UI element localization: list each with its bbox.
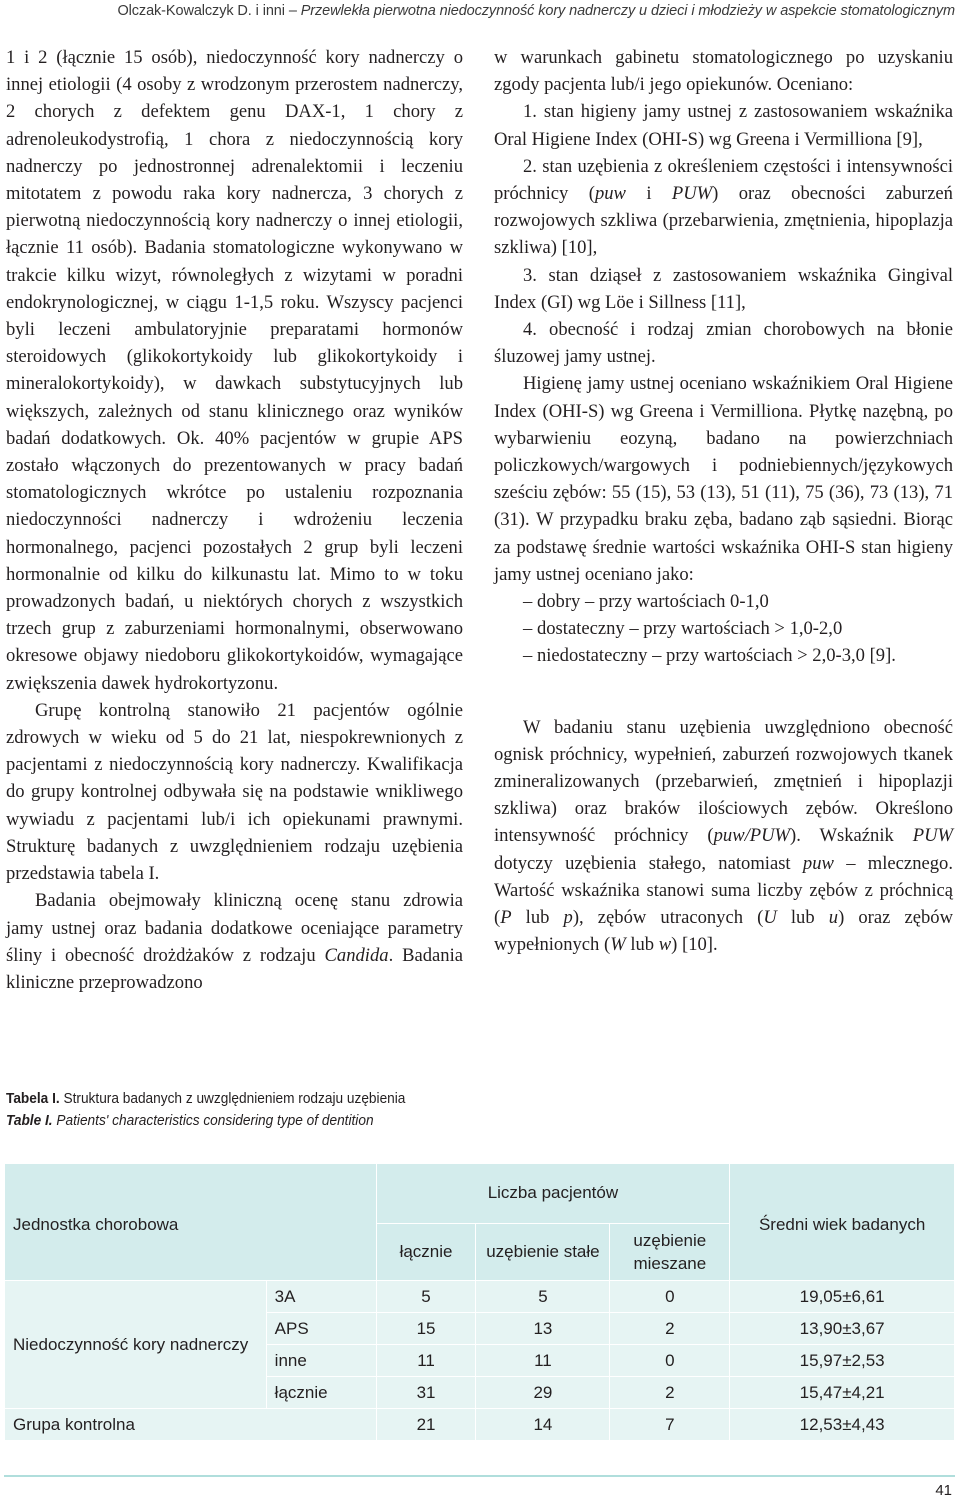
row-sub: 3A — [266, 1281, 376, 1313]
dent-t5: ), zębów utraconych ( — [572, 907, 764, 929]
row-mixed: 0 — [610, 1345, 730, 1377]
running-header — [40, 3, 955, 19]
row-total: 15 — [376, 1313, 476, 1345]
header-total: łącznie — [376, 1223, 476, 1280]
dent-W: W — [610, 934, 626, 956]
control-mixed: 7 — [610, 1409, 730, 1441]
page-number: 41 — [935, 1482, 952, 1499]
dent-lub1: lub — [511, 907, 564, 929]
row-total: 5 — [376, 1281, 476, 1313]
dent-u: u — [828, 907, 839, 929]
dent-t1: W badaniu stanu uzębienia uwzględniono obecność ognisk próchnicy, wypełnień, zaburzeń rozwojowych tkanek zmineralizowanych (przebarwień, zmętnień i hipoplazji szkliwa) oraz braków ilościowych zębów. Określono intensywność próchnicy ( — [494, 716, 953, 847]
dent-puw: puw — [802, 852, 834, 874]
row-age: 13,90±3,67 — [730, 1313, 955, 1345]
item2-text-b: ) oraz obecności zaburzeń rozwojowych szkliwa (przebarwienia, zmętnienia, hipoplazja szkliwa) [10], — [494, 183, 953, 259]
dent-lub2: lub — [776, 907, 829, 929]
control-age: 12,53±4,43 — [730, 1409, 955, 1441]
dash-item-sufficient: – dostateczny – przy wartościach > 1,0-2,0 — [523, 618, 843, 640]
row-sub: łącznie — [266, 1377, 376, 1409]
bottom-rule — [4, 1475, 955, 1477]
list-item-1: 1. stan higieny jamy ustnej z zastosowaniem wskaźnika Oral Higiene Index (OHI-S) wg Greena i Vermilliona [9], — [494, 101, 953, 150]
row-mixed: 0 — [610, 1281, 730, 1313]
hygiene-paragraph: Higienę jamy ustnej oceniano wskaźnikiem Oral Higiene Index (OHI-S) wg Greena i Vermilliona. Płytkę nazębną, po wybarwieniu eozyną, badano na powierzchniach policzkowych/wargowych i podniebiennych/językowych sześciu zębów: 55 (15), 53 (13), 51 (11), 75 (36), 73 (13), 71 (31). W przypadku braku zęba, badano ząb sąsiedni. Biorąc za podstawę średnie wartości wskaźnika OHI-S stan higieny jamy ustnej oceniano jako: — [494, 373, 953, 585]
left-p3-start: Badania obejmowały kliniczną ocenę stanu zdrowia jamy ustnej oraz badania dodatkowe oceniające parametry śliny i obecność drożdżaków z rodzaju — [6, 890, 463, 966]
item2-puw: puw — [594, 183, 626, 205]
control-permanent: 14 — [476, 1409, 610, 1441]
item2-PUW: PUW — [671, 183, 713, 205]
row-age: 15,47±4,21 — [730, 1377, 955, 1409]
table-row-control — [5, 1409, 955, 1441]
candida-genus: Candida — [324, 944, 389, 966]
dent-P: P — [500, 907, 512, 929]
table-header-row-1 — [5, 1164, 955, 1224]
left-paragraph-2: Grupę kontrolną stanowiło 21 pacjentów ogólnie zdrowych w wieku od 5 do 21 lat, niespokrewnionych z pacjentami z niedoczynnością kory nadnerczy. Kwalifikacja do grupy kontrolnej odbywała się na podstawie wnikliwego wywiadu z pacjentami lub/i ich opiekunami prawnymi. Strukturę badanych z uwzględnieniem rodzaju uzębienia przedstawia tabela I. — [6, 699, 463, 885]
dent-PUW: PUW — [912, 825, 953, 847]
dent-U: U — [763, 907, 777, 929]
dent-t6: ) oraz zębów wypełnionych ( — [494, 907, 953, 956]
caption-pl-label: Tabela I. — [6, 1090, 60, 1107]
control-total: 21 — [376, 1409, 476, 1441]
list-item-3: 3. stan dziąseł z zastosowaniem wskaźnika Gingival Index (GI) wg Löe i Sillness [11], — [494, 264, 953, 313]
left-paragraph-3 — [6, 887, 463, 996]
row-sub: inne — [266, 1345, 376, 1377]
row-age: 19,05±6,61 — [730, 1281, 955, 1313]
left-column — [6, 44, 463, 996]
row-total: 11 — [376, 1345, 476, 1377]
caption-en-text: Patients' characteristics considering type of dentition — [52, 1112, 374, 1129]
header-title: Przewlekła pierwotna niedoczynność kory nadnerczy u dzieci i młodzieży w aspekcie stomatologicznym — [300, 3, 955, 19]
dentition-paragraph — [494, 714, 953, 959]
dent-lub3: lub — [625, 934, 659, 956]
caption-polish — [6, 1088, 405, 1110]
table-row — [5, 1281, 955, 1313]
caption-english — [6, 1110, 405, 1132]
row-total: 31 — [376, 1377, 476, 1409]
right-column — [494, 44, 953, 959]
control-label: Grupa kontrolna — [5, 1409, 377, 1441]
row-permanent: 13 — [476, 1313, 610, 1345]
header-unit: Jednostka chorobowa — [5, 1164, 377, 1281]
group-label: Niedoczynność kory nadnerczy — [5, 1281, 267, 1409]
row-mixed: 2 — [610, 1377, 730, 1409]
item2-and: i — [625, 183, 672, 205]
caption-en-label: Table I. — [6, 1112, 53, 1129]
table-caption — [6, 1088, 405, 1132]
dent-w: w — [658, 934, 672, 956]
row-permanent: 29 — [476, 1377, 610, 1409]
dent-puwPUW: puw/PUW — [713, 825, 791, 847]
header-mixed: uzębienie mieszane — [610, 1223, 730, 1280]
list-item-2 — [494, 153, 953, 262]
dent-t3: dotyczy uzębienia stałego, natomiast — [494, 852, 803, 874]
row-mixed: 2 — [610, 1313, 730, 1345]
paragraph-gap — [494, 670, 953, 714]
row-sub: APS — [266, 1313, 376, 1345]
dash3-text: – niedostateczny – przy wartościach > 2,0-3,0 [9]. — [523, 645, 896, 667]
header-age: Średni wiek badanych — [730, 1164, 955, 1281]
dash-item-insufficient — [494, 642, 953, 669]
patients-table — [4, 1163, 955, 1441]
row-permanent: 5 — [476, 1281, 610, 1313]
row-permanent: 11 — [476, 1345, 610, 1377]
header-permanent: uzębienie stałe — [476, 1223, 610, 1280]
dent-t2: ). Wskaźnik — [790, 825, 913, 847]
left-p3-end: . Badania kliniczne przeprowadzono — [6, 944, 464, 993]
dent-t4: – mlecznego. Wartość wskaźnika stanowi suma liczby zębów z próchnicą ( — [494, 852, 953, 929]
header-patients: Liczba pacjentów — [376, 1164, 730, 1224]
row-age: 15,97±2,53 — [730, 1345, 955, 1377]
item2-text-a: 2. stan uzębienia z określeniem częstości i intensywności próchnicy ( — [494, 155, 953, 205]
left-paragraph-1: 1 i 2 (łącznie 15 osób), niedoczynność kory nadnerczy o innej etiologii (4 osoby z wrodzonym przerostem nadnerczy, 2 chorych z defektem genu DAX-1, 1 chory z adrenoleukodystrofią, 1 chora z niedoczynnością kory nadnerczy po jednostronnej adrenalektomii i leczeniu mitotatem z powodu raka kory nadnercza, 3 chorych z pierwotną niedoczynnością kory nadnerczy o innej etiologii, łącznie 11 osób). Badania stomatologiczne wykonywano w trakcie kilku wizyt, równoległych z wizytami w poradni endokrynologicznej, w ciągu 1-1,5 roku. Wszyscy pacjenci byli leczeni ambulatoryjnie preparatami hormonów steroidowych (glikokortykoidy lub glikokortykoidy i mineralokortykoidy), w dawkach substytucyjnych lub większych, zależnych od stanu klinicznego oraz wyników badań dodatkowych. Ok. 40% pacjentów w grupie APS zostało włączonych do prezentowanych w pracy badań stomatologicznych wkrótce po ustaleniu rozpoznania niedoczynności nadnerczy i wdrożeniu leczenia hormonalnego, pacjenci pozostałych 2 grup byli leczeni hormonalnie od kilku do kilkunastu lat. Mimo to w toku prowadzonych badań, u niektórych chorych z wszystkich trzech grup z zaburzeniami hormonalnymi, obserwowano okresowe objawy niedoboru glikokortykoidów, wymagające zwiększenia dawek hydrokortyzonu. — [6, 47, 463, 694]
header-dash: – — [284, 3, 301, 19]
caption-pl-text: Struktura badanych z uwzględnieniem rodzaju uzębienia — [59, 1090, 406, 1107]
dent-p: p — [563, 907, 573, 929]
dash-item-good: – dobry – przy wartościach 0-1,0 — [523, 591, 769, 613]
dent-t7: ) [10]. — [671, 934, 718, 956]
header-authors: Olczak-Kowalczyk D. i inni — [117, 3, 285, 19]
right-paragraph-1: w warunkach gabinetu stomatologicznego po uzyskaniu zgody pacjenta lub/i jego opiekunów. Oceniano: — [494, 47, 953, 96]
list-item-4: 4. obecność i rodzaj zmian chorobowych na błonie śluzowej jamy ustnej. — [494, 319, 953, 368]
